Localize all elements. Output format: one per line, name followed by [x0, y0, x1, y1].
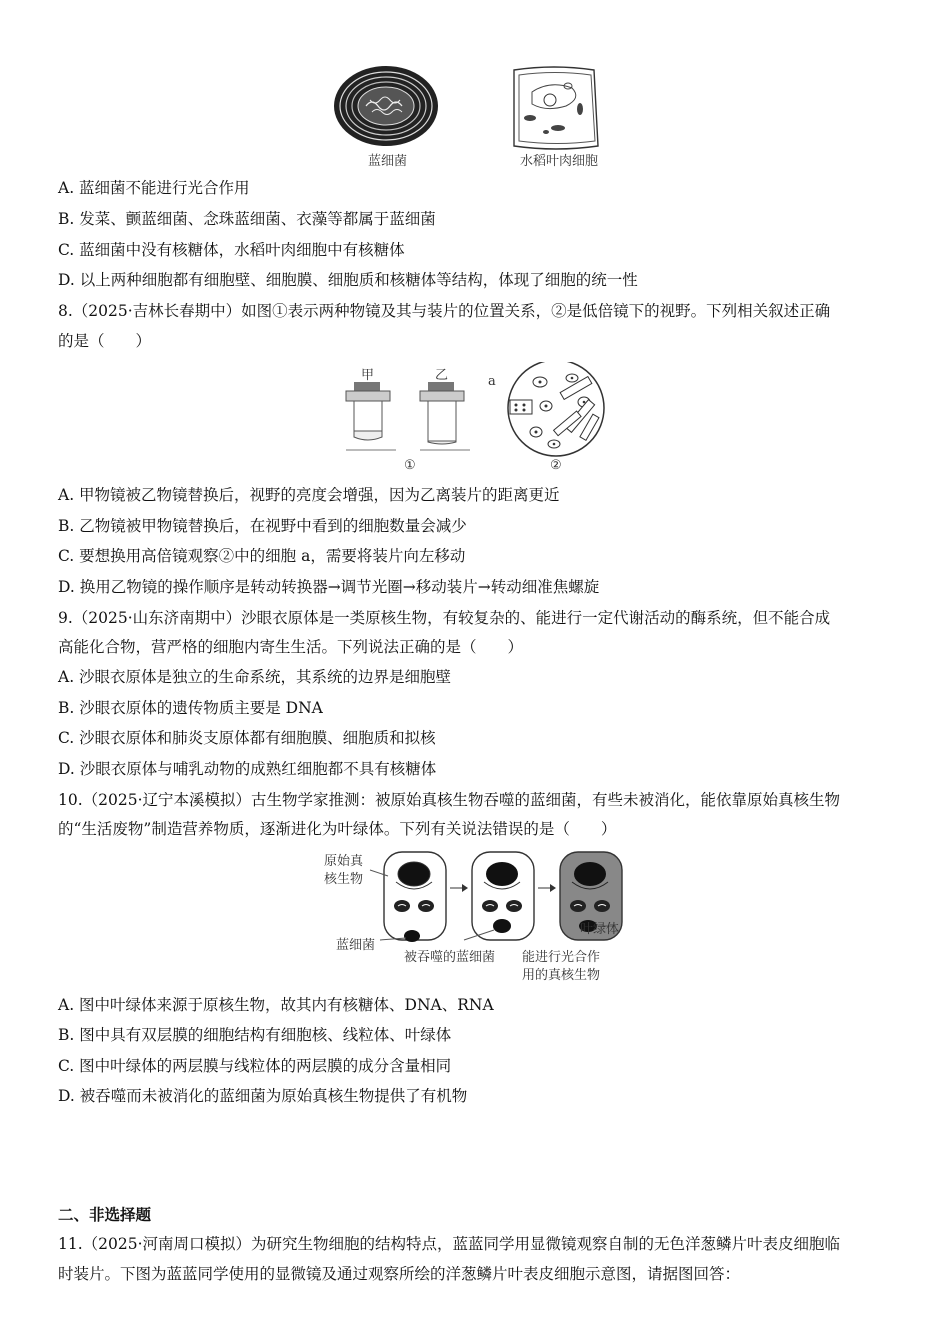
- q7-option-b[interactable]: B. 发菜、颤蓝细菌、念珠蓝细菌、衣藻等都属于蓝细菌: [58, 210, 436, 228]
- label-cell-a: a: [488, 374, 496, 389]
- q8-stem-line2: 的是（ ）: [58, 332, 152, 350]
- q7-option-a[interactable]: A. 蓝细菌不能进行光合作用: [58, 179, 250, 197]
- rice-cell-drawing: [514, 67, 598, 149]
- q8-option-a[interactable]: A. 甲物镜被乙物镜替换后，视野的亮度会增强，因为乙离装片的距离更近: [58, 486, 560, 504]
- q10-stem-line1: 10.（2025·辽宁本溪模拟）古生物学家推测：被原始真核生物吞噬的蓝细菌，有些未被消化，能依靠原始真核生物: [58, 791, 841, 809]
- figure-microscope-objectives: [340, 362, 610, 477]
- label-figure-1: ①: [404, 458, 416, 473]
- q9-stem-line1: 9.（2025·山东济南期中）沙眼衣原体是一类原核生物，有较复杂的、能进行一定代谢活动的酶系统，但不能合成: [58, 609, 831, 627]
- engulfing-cell: [472, 852, 534, 940]
- objective-yi: [420, 382, 470, 450]
- arrow-2: [538, 884, 556, 892]
- label-cyanobacteria: 蓝细菌: [368, 154, 408, 169]
- primitive-eukaryote-cell: [384, 852, 446, 942]
- q9-option-c[interactable]: C. 沙眼衣原体和肺炎支原体都有细胞膜、细胞质和拟核: [58, 729, 436, 747]
- label-engulfed-cyanobacteria: 被吞噬的蓝细菌: [404, 950, 496, 965]
- q7-option-c[interactable]: C. 蓝细菌中没有核糖体，水稻叶肉细胞中有核糖体: [58, 241, 405, 259]
- q9-option-b[interactable]: B. 沙眼衣原体的遗传物质主要是 DNA: [58, 699, 323, 717]
- label-cyanobacteria: 蓝细菌: [336, 938, 376, 953]
- cyanobacterium-drawing: [334, 66, 438, 146]
- field-of-view: [508, 362, 604, 456]
- label-figure-2: ②: [550, 458, 562, 473]
- q10-option-a[interactable]: A. 图中叶绿体来源于原核生物，故其内有核糖体、DNA、RNA: [58, 996, 494, 1014]
- q9-stem-line2: 高能化合物，营严格的细胞内寄生生活。下列说法正确的是（ ）: [58, 638, 524, 656]
- label-photosynthetic-eukaryote-2: 用的真核生物: [522, 968, 601, 983]
- q9-option-d[interactable]: D. 沙眼衣原体与哺乳动物的成熟红细胞都不具有核糖体: [58, 760, 437, 778]
- label-primitive-eukaryote-1: 原始真: [324, 854, 364, 869]
- figure-endosymbiosis: [322, 848, 632, 983]
- label-objective-jia: 甲: [361, 368, 375, 383]
- q8-option-d[interactable]: D. 换用乙物镜的操作顺序是转动转换器→调节光圈→移动装片→转动细准焦螺旋: [58, 578, 600, 596]
- q10-option-b[interactable]: B. 图中具有双层膜的细胞结构有细胞核、线粒体、叶绿体: [58, 1026, 452, 1044]
- q7-option-d[interactable]: D. 以上两种细胞都有细胞壁、细胞膜、细胞质和核糖体等结构，体现了细胞的统一性: [58, 271, 638, 289]
- label-primitive-eukaryote-2: 核生物: [324, 872, 364, 887]
- label-objective-yi: 乙: [435, 368, 449, 383]
- q8-option-c[interactable]: C. 要想换用高倍镜观察②中的细胞 a，需要将装片向左移动: [58, 547, 466, 565]
- figure-cyanobacteria-rice-cell: [330, 62, 620, 172]
- label-photosynthetic-eukaryote-1: 能进行光合作: [522, 950, 601, 965]
- section-title-non-choice: 二、非选择题: [58, 1205, 152, 1224]
- q11-stem-line1: 11.（2025·河南周口模拟）为研究生物细胞的结构特点，蓝蓝同学用显微镜观察自制的无色洋葱鳞片叶表皮细胞临: [58, 1235, 841, 1253]
- objectives-and-field-illustration: [340, 362, 610, 477]
- q9-option-a[interactable]: A. 沙眼衣原体是独立的生命系统，其系统的边界是细胞壁: [58, 668, 452, 686]
- q10-option-d[interactable]: D. 被吞噬而未被消化的蓝细菌为原始真核生物提供了有机物: [58, 1087, 468, 1105]
- q11-stem-line2: 时装片。下图为蓝蓝同学使用的显微镜及通过观察所绘的洋葱鳞片叶表皮细胞示意图，请据图回答：: [58, 1265, 741, 1283]
- objective-jia: [346, 382, 396, 450]
- arrow-1: [450, 884, 468, 892]
- label-rice-cell: 水稻叶肉细胞: [520, 154, 599, 169]
- q10-option-c[interactable]: C. 图中叶绿体的两层膜与线粒体的两层膜的成分含量相同: [58, 1057, 452, 1075]
- q10-stem-line2: 的“生活废物”制造营养物质，逐渐进化为叶绿体。下列有关说法错误的是（ ）: [58, 820, 617, 838]
- q8-stem-line1: 8.（2025·吉林长春期中）如图①表示两种物镜及其与装片的位置关系，②是低倍镜下的视野。下列相关叙述正确: [58, 302, 831, 320]
- q8-option-b[interactable]: B. 乙物镜被甲物镜替换后，在视野中看到的细胞数量会减少: [58, 517, 467, 535]
- label-chloroplast: 叶绿体: [580, 922, 620, 937]
